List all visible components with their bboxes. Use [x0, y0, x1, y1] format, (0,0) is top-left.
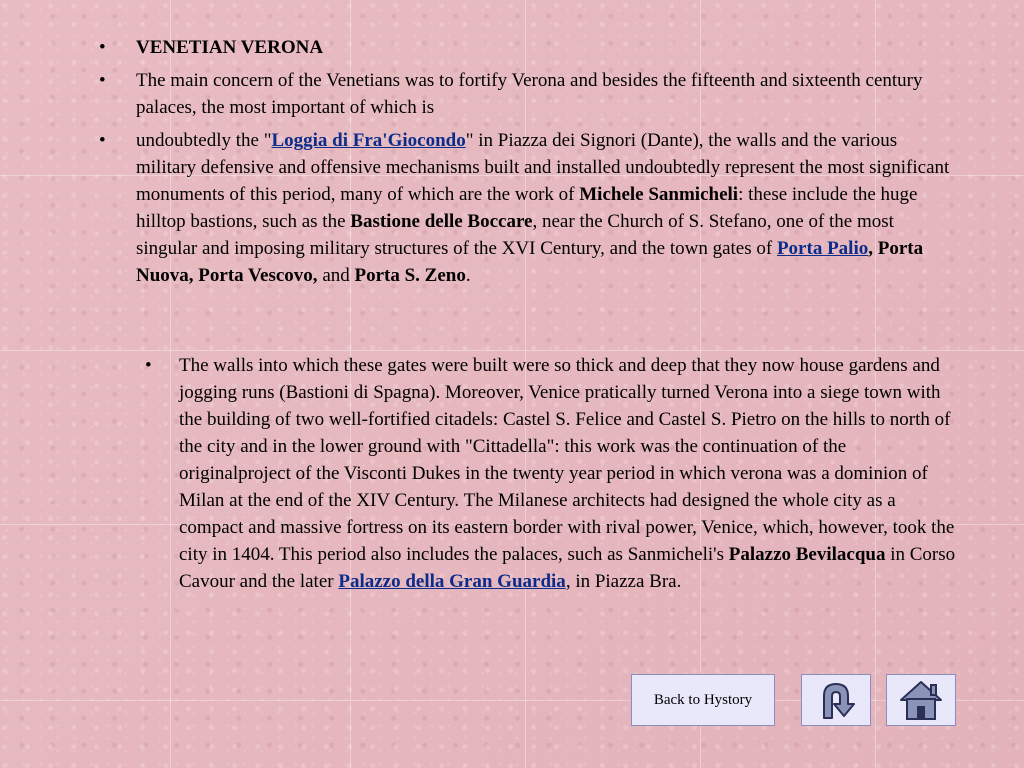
text-segment: and — [317, 265, 355, 286]
link-loggia-fra-giocondo[interactable]: Loggia di Fra'Giocondo — [271, 130, 466, 151]
bullet-icon: • — [145, 355, 152, 376]
bullet-icon: • — [99, 70, 106, 91]
main-bullet-list — [99, 34, 959, 295]
text-segment: " in Piazza dei Signori (Dante), the walls and the various military defensive and offensive mechanisms built and installed undoubtedly represent the most significant monuments of this period, many of which are the work of — [136, 130, 950, 205]
bold-porta-s-zeno: Porta S. Zeno — [354, 265, 466, 286]
text-segment: The walls into which these gates were built were so thick and deep that they now house gardens and jogging runs (Bastioni di Spagna). Moreover, Venice pratically turned Verona into a siege town with the building of two well-fortified citadels: Castel S. Felice and Castel S. Pietro on the hills to north of the city and in the lower ground with "Cittadella": this work was the continuation of the originalproject of the Visconti Dukes in the twenty year period in which verona was a dominion of Milan at the end of the XIV Century. The Milanese architects had designed the whole city as a compact and massive fortress on its eastern border with rival power, Venice, which, however, took the city in 1404. This period also includes the palaces, such as Sanmicheli's — [179, 355, 955, 565]
section-heading: VENETIAN VERONA — [136, 37, 324, 58]
text-segment: undoubtedly the " — [136, 130, 272, 151]
bold-palazzo-bevilacqua: Palazzo Bevilacqua — [728, 544, 886, 565]
home-button[interactable] — [886, 674, 956, 726]
bold-porta-nuova-vescovo: , Porta Nuova, Porta Vescovo, — [136, 238, 924, 286]
bullet-icon: • — [99, 37, 106, 58]
list-item-walls — [145, 352, 960, 595]
u-turn-arrow-icon — [814, 678, 858, 722]
back-to-history-button[interactable]: Back to Hystory — [631, 674, 775, 726]
bullet-icon: • — [99, 130, 106, 151]
text-segment: , in Piazza Bra. — [565, 571, 682, 592]
text-segment: : these include the huge hilltop bastions, such as the — [136, 184, 918, 232]
list-item-intro — [99, 67, 959, 121]
link-porta-palio[interactable]: Porta Palio — [776, 238, 869, 259]
return-button[interactable] — [801, 674, 871, 726]
intro-text: The main concern of the Venetians was to fortify Verona and besides the fifteenth and sixteenth century palaces, the most important of which is — [136, 70, 923, 118]
bold-bastione-boccare: Bastione delle Boccare — [350, 211, 533, 232]
text-segment: , near the Church of S. Stefano, one of the most singular and imposing military structures of the XVI Century, and the town gates of — [136, 211, 894, 259]
home-icon — [897, 678, 945, 722]
text-segment: in Corso Cavour and the later — [179, 544, 956, 592]
list-item-monuments — [99, 127, 959, 289]
bold-michele-sanmicheli: Michele Sanmicheli — [579, 184, 739, 205]
list-item-heading — [99, 34, 959, 61]
link-palazzo-gran-guardia[interactable]: Palazzo della Gran Guardia — [338, 571, 566, 592]
sub-bullet-list — [145, 352, 960, 595]
text-segment: . — [465, 265, 471, 286]
